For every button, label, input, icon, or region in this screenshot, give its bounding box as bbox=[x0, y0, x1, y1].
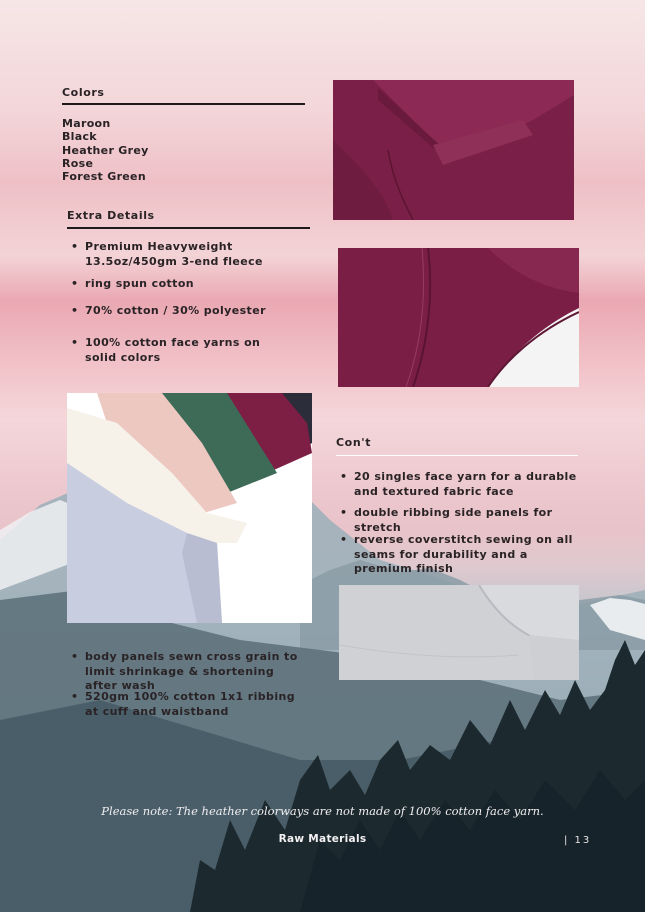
list-item: • 100% cotton face yarns on solid colors bbox=[69, 336, 275, 365]
list-item: • body panels sewn cross grain to limit shrinkage & shortening after wash bbox=[69, 650, 310, 694]
colors-divider bbox=[62, 103, 305, 105]
grey-cuff-photo bbox=[339, 585, 579, 680]
list-item: • 20 singles face yarn for a durable and textured fabric face bbox=[338, 470, 579, 499]
color-maroon: Maroon bbox=[62, 117, 111, 130]
extra-details-divider bbox=[67, 227, 310, 229]
page-number: | 13 bbox=[564, 835, 592, 846]
color-rose: Rose bbox=[62, 156, 94, 170]
cont-divider bbox=[336, 455, 578, 456]
maroon-sleeve-photo bbox=[333, 80, 574, 220]
list-item: • reverse coverstitch sewing on all seams for durability and a premium finish bbox=[338, 533, 582, 577]
colors-list bbox=[62, 117, 149, 183]
color-heather-grey: Heather Grey bbox=[62, 143, 149, 157]
maroon-seam-photo bbox=[338, 248, 579, 387]
list-item: • ring spun cotton bbox=[69, 277, 194, 292]
stacked-sleeves-photo bbox=[67, 393, 312, 623]
list-item: • double ribbing side panels for stretch bbox=[338, 506, 589, 535]
colors-heading: Colors bbox=[62, 86, 105, 99]
heather-note: Please note: The heather colorways are not made of 100% cotton face yarn. bbox=[101, 804, 544, 818]
color-forest-green: Forest Green bbox=[62, 170, 146, 184]
list-item: • 70% cotton / 30% polyester bbox=[69, 304, 266, 319]
list-item: • 520gm 100% cotton 1x1 ribbing at cuff and waistband bbox=[69, 690, 310, 719]
color-black: Black bbox=[62, 130, 97, 144]
footer-title: Raw Materials bbox=[278, 833, 367, 845]
cont-heading: Con't bbox=[336, 436, 372, 449]
extra-details-heading: Extra Details bbox=[67, 209, 155, 222]
list-item: • Premium Heavyweight 13.5oz/450gm 3-end fleece bbox=[69, 240, 285, 269]
